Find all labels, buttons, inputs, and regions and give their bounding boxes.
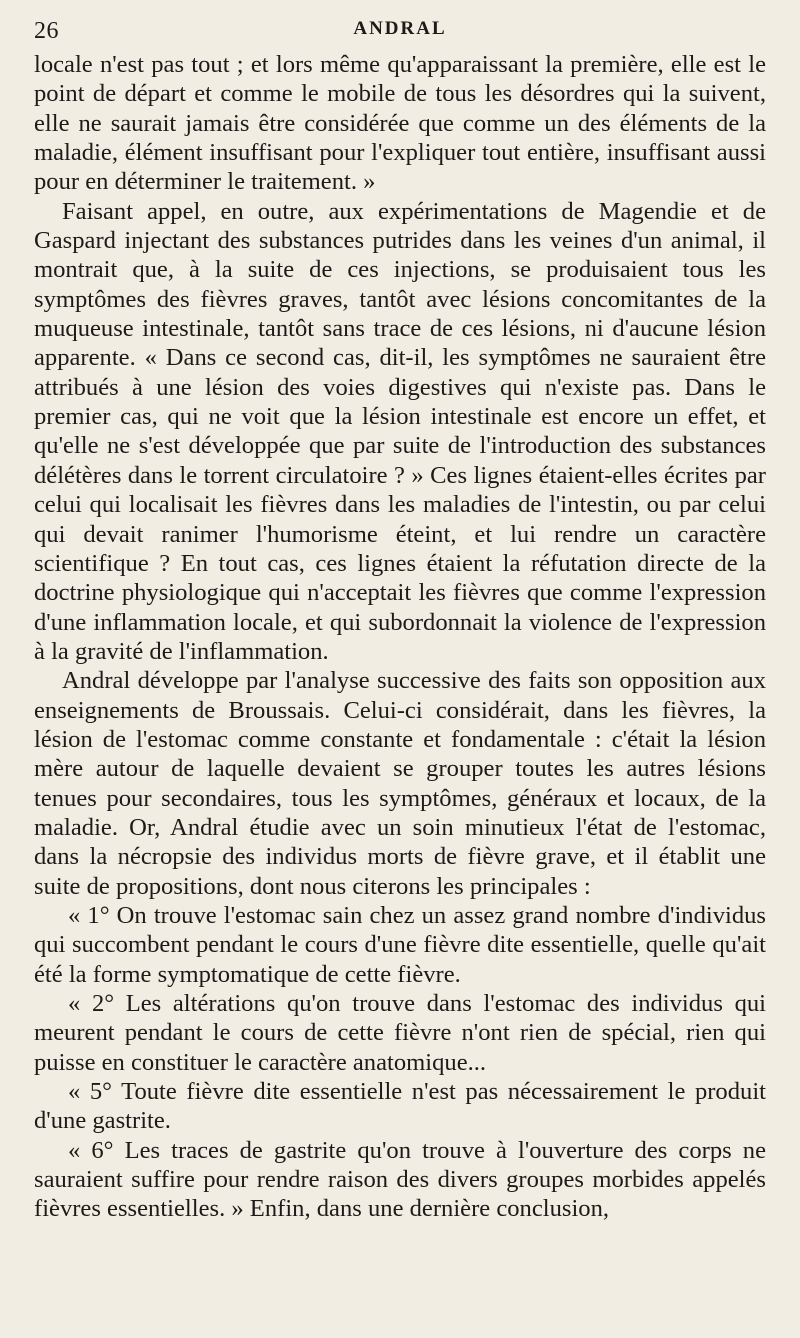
quoted-proposition: « 5° Toute fièvre dite essentielle n'est pas nécessairement le produit d'une gastrite. (34, 1078, 766, 1135)
paragraph: Faisant appel, en outre, aux expérimentations de Magendie et de Gaspard injectant des substances putrides dans les veines d'un animal, il montrait que, à la suite de ces injections, se produisaient tous les symptômes des fièvres graves, tantôt avec lésions concomitantes de la muqueuse intestinale, tantôt sans trace de ces lésions, ni d'aucune lésion apparente. « Dans ce second cas, dit-il, les symptômes ne sauraient être attribués à une lésion des voies digestives qui n'existe pas. Dans le premier cas, qui ne voit que la lésion intestinale est encore un effet, et qu'elle ne s'est développée que par suite de l'introduction des substances délétères dans le torrent circulatoire ? » Ces lignes étaient-elles écrites par celui qui localisait les fièvres dans les maladies de l'intestin, ou par celui qui devait ranimer l'humorisme éteint, et lui rendre un caractère scientifique ? En tout cas, ces lignes étaient la réfutation directe de la doctrine physiologique qui n'acceptait les fièvres que comme l'expression d'une inflammation locale, et qui subordonnait la violence de l'expression à la gravité de l'inflammation. (34, 197, 766, 665)
quoted-proposition: « 1° On trouve l'estomac sain chez un assez grand nombre d'individus qui succombent pendant le cours d'une fièvre dite essentielle, quelle qu'ait été la forme symptomatique de cette fièvre. (34, 901, 766, 988)
running-head (34, 16, 766, 50)
quoted-proposition: « 2° Les altérations qu'on trouve dans l'estomac des individus qui meurent pendant le cours de cette fièvre n'ont rien de spécial, rien qui puisse en constituer le caractère anatomique... (34, 990, 766, 1076)
paragraph: Andral développe par l'analyse successive des faits son opposition aux enseignements de Broussais. Celui-ci considérait, dans les fièvres, la lésion de l'estomac comme constante et fondamentale : c'était la lésion mère autour de laquelle devaient se grouper toutes les autres lésions tenues pour secondaires, tous les symptômes, généraux et locaux, de la maladie. Or, Andral étudie avec un soin minutieux l'état de l'estomac, dans la nécropsie des individus morts de fièvre grave, et il établit une suite de propositions, dont nous citerons les principales : (34, 667, 766, 900)
running-title: ANDRAL (353, 18, 447, 39)
page-number: 26 (34, 18, 59, 44)
body-text (34, 50, 766, 1224)
quoted-proposition: « 6° Les traces de gastrite qu'on trouve à l'ouverture des corps ne sauraient suffire pour rendre raison des divers groupes morbides appelés fièvres essentielles. » Enfin, dans une dernière conclusion, (34, 1136, 766, 1223)
paragraph-continuation: locale n'est pas tout ; et lors même qu'apparaissant la première, elle est le point de départ et comme le mobile de tous les désordres qui la suivent, elle ne saurait jamais être considérée que comme un des éléments de la maladie, élément insuffisant pour l'expliquer tout entière, insuffisant aussi pour en déterminer le traitement. » (34, 51, 766, 196)
